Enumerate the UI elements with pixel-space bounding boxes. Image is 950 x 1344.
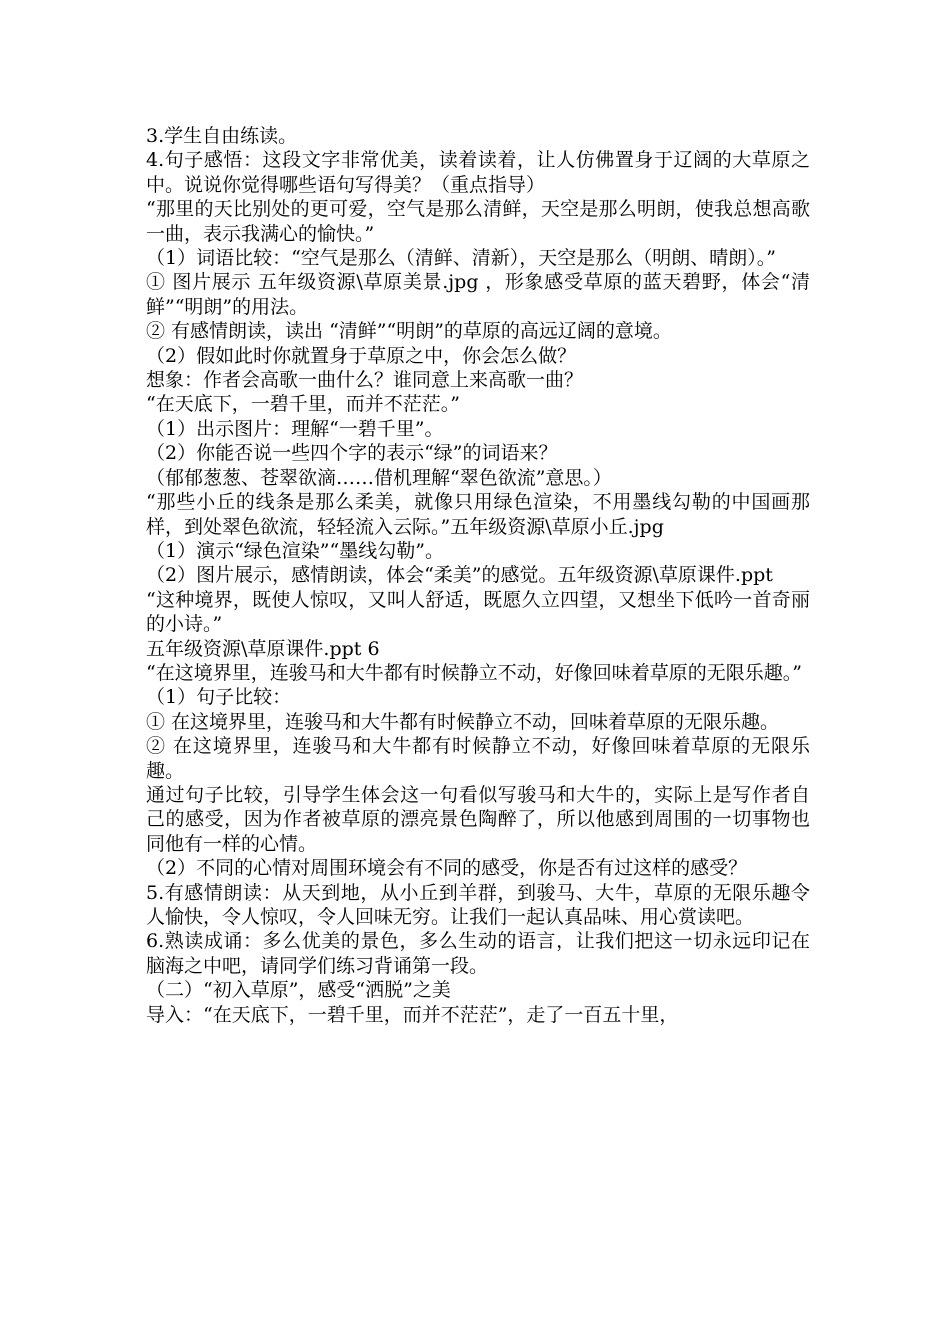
document-page — [146, 124, 810, 1027]
paragraph: ② 有感情朗读，读出 “清鲜”“明朗”的草原的高远辽阔的意境。 — [146, 320, 672, 343]
paragraph: （1）句子比较： — [146, 686, 292, 709]
paragraph: 4.句子感悟：这段文字非常优美，读着读着，让人仿佛置身于辽阔的大草原之中。说说你觉得哪些语句写得美？（重点指导） — [146, 149, 810, 196]
paragraph: 3.学生自由练读。 — [146, 125, 298, 147]
paragraph: （2）不同的心情对周围环境会有不同的感受，你是否有过这样的感受？ — [146, 857, 748, 880]
paragraph: “这种境界，既使人惊叹，又叫人舒适，既愿久立四望，又想坐下低吟一首奇丽的小诗。” — [146, 588, 810, 636]
paragraph: “在天底下，一碧千里，而并不茫茫。” — [146, 393, 460, 416]
paragraph: ② 在这境界里，连骏马和大牛都有时候静立不动，好像回味着草原的无限乐趣。 — [146, 735, 810, 782]
paragraph: （1）演示“绿色渲染”“墨线勾勒”。 — [146, 539, 444, 562]
paragraph: （1）出示图片：理解“一碧千里”。 — [146, 417, 444, 440]
paragraph: 5.有感情朗读：从天到地，从小丘到羊群，到骏马、大牛，草原的无限乐趣令人愉快，令人惊叹，令人回味无穷。让我们一起认真品味、用心赏读吧。 — [146, 881, 810, 928]
paragraph: ① 图片展示 五年级资源\草原美景.jpg ，形象感受草原的蓝天碧野，体会“清鲜”“明朗”的用法。 — [146, 271, 810, 318]
paragraph: 想象：作者会高歌一曲什么？谁同意上来高歌一曲？ — [146, 369, 584, 392]
paragraph: ① 在这境界里，连骏马和大牛都有时候静立不动，回味着草原的无限乐趣。 — [146, 710, 780, 733]
paragraph: 导入：“在天底下，一碧千里，而并不茫茫”，走了一百五十里， — [146, 1003, 679, 1026]
paragraph: （1）词语比较：“空气是那么（清鲜、清新），天空是那么（明朗、晴朗）。” — [146, 247, 777, 270]
paragraph: 6.熟读成诵：多么优美的景色，多么生动的语言，让我们把这一切永远印记在脑海之中吧，请同学们练习背诵第一段。 — [146, 930, 810, 977]
paragraph: “那些小丘的线条是那么柔美，就像只用绿色渲染，不用墨线勾勒的中国画那样，到处翠色欲流，轻轻流入云际。”五年级资源\草原小丘.jpg — [146, 491, 810, 538]
paragraph: “那里的天比别处的更可爱，空气是那么清鲜，天空是那么明朗，使我总想高歌一曲，表示我满心的愉快。” — [146, 198, 810, 245]
paragraph: （2）你能否说一些四个字的表示“绿”的词语来？ — [146, 442, 558, 465]
paragraph: “在这境界里，连骏马和大牛都有时候静立不动，好像回味着草原的无限乐趣。” — [146, 661, 802, 684]
paragraph: 通过句子比较，引导学生体会这一句看似写骏马和大牛的，实际上是写作者自己的感受，因为作者被草原的漂亮景色陶醉了，所以他感到周围的一切事物也同他有一样的心情。 — [146, 783, 810, 855]
paragraph: （2）假如此时你就置身于草原之中，你会怎么做？ — [146, 344, 577, 367]
paragraph: （2）图片展示，感情朗读，体会“柔美”的感觉。五年级资源\草原课件.ppt — [146, 564, 773, 587]
paragraph: （郁郁葱葱、苍翠欲滴……借机理解“翠色欲流”意思。） — [146, 466, 612, 489]
paragraph: 五年级资源\草原课件.ppt 6 — [146, 637, 380, 660]
paragraph: （二）“初入草原”，感受“洒脱”之美 — [146, 979, 451, 1002]
